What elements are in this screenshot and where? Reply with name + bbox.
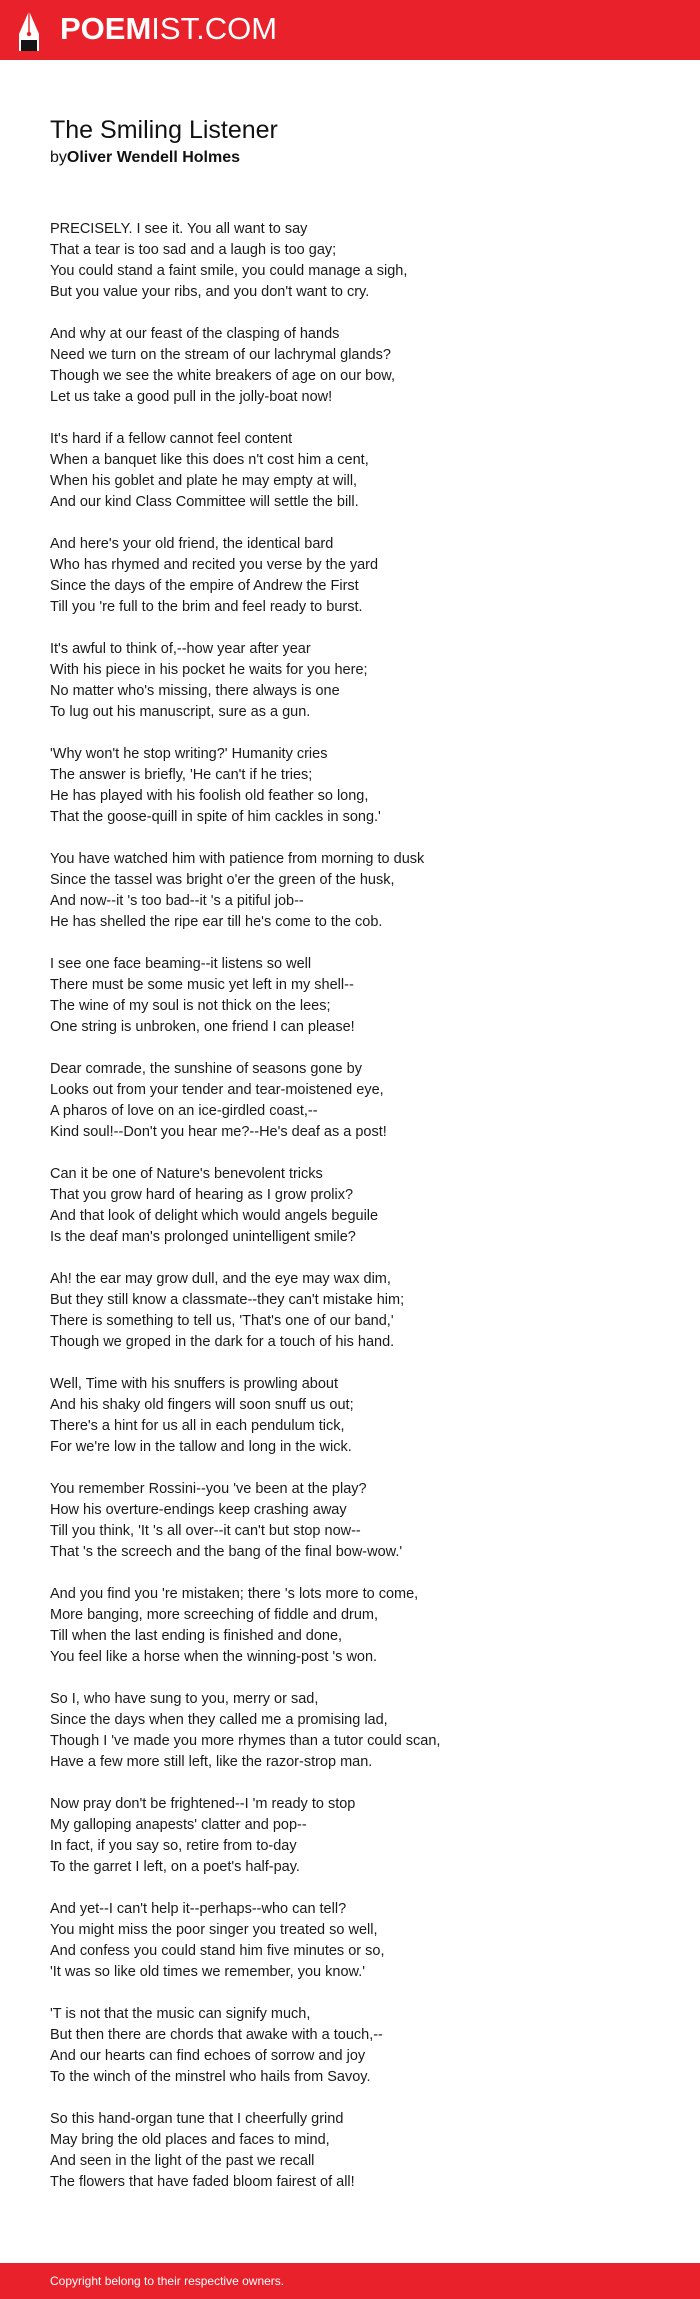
poem-line: PRECISELY. I see it. You all want to say (50, 221, 308, 237)
poem-line: Since the days when they called me a promising lad, (50, 1712, 388, 1728)
poem-line: When his goblet and plate he may empty at will, (50, 473, 358, 489)
poem-line: And you find you 're mistaken; there 's lots more to come, (50, 1586, 419, 1602)
poem-line: You might miss the poor singer you treated so well, (50, 1922, 378, 1938)
poem-line: And why at our feast of the clasping of hands (50, 326, 340, 342)
poem-line: To the garret I left, on a poet's half-pay. (50, 1859, 300, 1875)
byline (50, 147, 240, 169)
poem-line: Need we turn on the stream of our lachrymal glands? (50, 347, 391, 363)
poem-line: Till you 're full to the brim and feel ready to burst. (50, 599, 363, 615)
poem-line: That a tear is too sad and a laugh is too gay; (50, 242, 337, 258)
poem-line: My galloping anapests' clatter and pop-- (50, 1817, 307, 1833)
poem-line: But then there are chords that awake with a touch,-- (50, 2027, 383, 2043)
poem-line: Till when the last ending is finished and done, (50, 1628, 343, 1644)
author-name[interactable]: Oliver Wendell Holmes (66, 149, 240, 166)
poem-line: Kind soul!--Don't you hear me?--He's deaf as a post! (50, 1124, 387, 1140)
poem-line: He has played with his foolish old feather so long, (50, 788, 369, 804)
stanza (50, 1059, 670, 1143)
stanza (50, 744, 670, 828)
poem-line: It's hard if a fellow cannot feel content (50, 431, 293, 447)
poem-line: Till you think, 'It 's all over--it can't but stop now-- (50, 1523, 361, 1539)
stanza (50, 1584, 670, 1668)
poem-line: The answer is briefly, 'He can't if he tries; (50, 767, 313, 783)
poem-line: Dear comrade, the sunshine of seasons gone by (50, 1061, 362, 1077)
pen-nib-icon[interactable] (17, 10, 41, 52)
poem-line: Though we see the white breakers of age on our bow, (50, 368, 395, 384)
poem-line: And our kind Class Committee will settle the bill. (50, 494, 359, 510)
stanza (50, 954, 670, 1038)
stanza (50, 219, 670, 303)
poem-line: And our hearts can find echoes of sorrow and joy (50, 2048, 366, 2064)
poem-line: That the goose-quill in spite of him cackles in song.' (50, 809, 381, 825)
poem-line: 'Why won't he stop writing?' Humanity cries (50, 746, 328, 762)
poem-line: And here's your old friend, the identical bard (50, 536, 334, 552)
copyright-notice: Copyright belong to their respective owners. (50, 2274, 285, 2288)
poem-line: That 's the screech and the bang of the final bow-wow.' (50, 1544, 403, 1560)
poem-line: He has shelled the ripe ear till he's come to the cob. (50, 914, 383, 930)
stanza (50, 1269, 670, 1353)
stanza (50, 1689, 670, 1773)
poem-line: There must be some music yet left in my shell-- (50, 977, 354, 993)
poem-line: Now pray don't be frightened--I 'm ready to stop (50, 1796, 356, 1812)
poem-line: No matter who's missing, there always is one (50, 683, 340, 699)
poem-line: And that look of delight which would angels beguile (50, 1208, 379, 1224)
poem-line: Let us take a good pull in the jolly-boat now! (50, 389, 333, 405)
poem-line: So this hand-organ tune that I cheerfully grind (50, 2111, 344, 2127)
poem-line: Can it be one of Nature's benevolent tricks (50, 1166, 323, 1182)
poem-line: Since the days of the empire of Andrew the First (50, 578, 359, 594)
poem-line: Have a few more still left, like the razor-strop man. (50, 1754, 373, 1770)
poem-line: With his piece in his pocket he waits for you here; (50, 662, 368, 678)
stanza (50, 639, 670, 723)
poem-line: In fact, if you say so, retire from to-day (50, 1838, 297, 1854)
poem-body (50, 219, 670, 2214)
poem-line: For we're low in the tallow and long in the wick. (50, 1439, 352, 1455)
poem-line: Is the deaf man's prolonged unintelligent smile? (50, 1229, 356, 1245)
stanza (50, 1794, 670, 1878)
poem-line: The flowers that have faded bloom fairest of all! (50, 2174, 355, 2190)
poem-line: Who has rhymed and recited you verse by the yard (50, 557, 379, 573)
by-label: by (50, 149, 67, 166)
poem-line: But you value your ribs, and you don't want to cry. (50, 284, 370, 300)
poem-line: It's awful to think of,--how year after year (50, 641, 311, 657)
poem-line: You remember Rossini--you 've been at the play? (50, 1481, 367, 1497)
poem-line: There is something to tell us, 'That's one of our band,' (50, 1313, 394, 1329)
site-header (0, 0, 700, 60)
site-logo[interactable] (60, 11, 277, 47)
poem-title: The Smiling Listener (50, 116, 278, 144)
poem-line: And now--it 's too bad--it 's a pitiful job-- (50, 893, 304, 909)
poem-line: I see one face beaming--it listens so well (50, 956, 312, 972)
poem-line: But they still know a classmate--they can't mistake him; (50, 1292, 405, 1308)
poem-line: 'It was so like old times we remember, you know.' (50, 1964, 365, 1980)
poem-line: May bring the old places and faces to mind, (50, 2132, 330, 2148)
poem-line: You have watched him with patience from morning to dusk (50, 851, 425, 867)
stanza (50, 1374, 670, 1458)
poem-line: And his shaky old fingers will soon snuff us out; (50, 1397, 354, 1413)
logo-text-light: IST.COM (151, 11, 278, 46)
stanza (50, 1164, 670, 1248)
poem-line: And seen in the light of the past we recall (50, 2153, 315, 2169)
poem-line: Well, Time with his snuffers is prowling about (50, 1376, 338, 1392)
poem-line: Since the tassel was bright o'er the green of the husk, (50, 872, 395, 888)
stanza (50, 1479, 670, 1563)
site-footer (0, 2263, 700, 2299)
stanza (50, 1899, 670, 1983)
stanza (50, 534, 670, 618)
poem-line: And confess you could stand him five minutes or so, (50, 1943, 385, 1959)
poem-line: You feel like a horse when the winning-post 's won. (50, 1649, 378, 1665)
poem-line: So I, who have sung to you, merry or sad, (50, 1691, 319, 1707)
poem-line: Ah! the ear may grow dull, and the eye may wax dim, (50, 1271, 391, 1287)
stanza (50, 324, 670, 408)
poem-line: When a banquet like this does n't cost him a cent, (50, 452, 369, 468)
poem-line: More banging, more screeching of fiddle and drum, (50, 1607, 379, 1623)
poem-line: That you grow hard of hearing as I grow prolix? (50, 1187, 354, 1203)
poem-line: The wine of my soul is not thick on the lees; (50, 998, 331, 1014)
poem-line: How his overture-endings keep crashing away (50, 1502, 347, 1518)
poem-line: You could stand a faint smile, you could manage a sigh, (50, 263, 408, 279)
logo-text-bold: POEM (60, 11, 152, 46)
poem-line: A pharos of love on an ice-girdled coast,-- (50, 1103, 318, 1119)
poem-line: And yet--I can't help it--perhaps--who can tell? (50, 1901, 347, 1917)
stanza (50, 2004, 670, 2088)
stanza (50, 429, 670, 513)
poem-line: Though we groped in the dark for a touch of his hand. (50, 1334, 395, 1350)
poem-line: There's a hint for us all in each pendulum tick, (50, 1418, 345, 1434)
poem-line: To lug out his manuscript, sure as a gun. (50, 704, 311, 720)
poem-line: Though I 've made you more rhymes than a tutor could scan, (50, 1733, 441, 1749)
poem-line: To the winch of the minstrel who hails from Savoy. (50, 2069, 371, 2085)
stanza (50, 2109, 670, 2193)
stanza (50, 849, 670, 933)
poem-line: Looks out from your tender and tear-moistened eye, (50, 1082, 384, 1098)
poem-line: 'T is not that the music can signify much, (50, 2006, 311, 2022)
poem-line: One string is unbroken, one friend I can please! (50, 1019, 355, 1035)
